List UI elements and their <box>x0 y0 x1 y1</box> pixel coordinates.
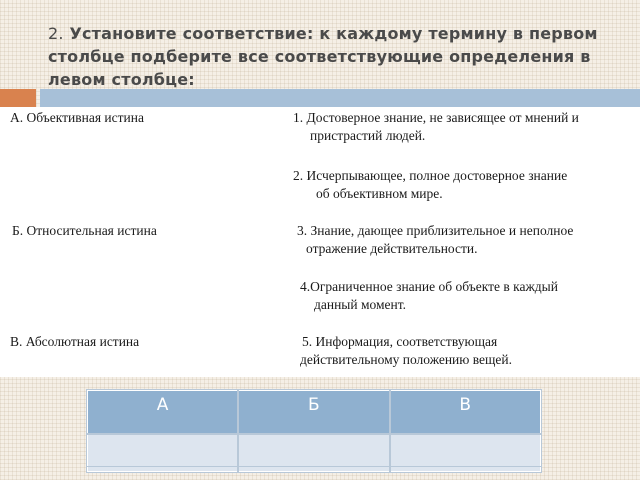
definition-2-line1: 2. Исчерпывающее, полное достоверное знание <box>293 168 568 183</box>
definition-1-line1: 1. Достоверное знание, не зависящее от мнений и <box>293 110 579 125</box>
answer-cell-a[interactable] <box>87 434 238 472</box>
definition-3-line1: 3. Знание, дающее приблизительное и неполное <box>297 223 574 238</box>
answer-header-c: В <box>390 390 541 434</box>
matching-content <box>0 107 640 377</box>
definition-5-line1: 5. Информация, соответствующая <box>302 334 498 349</box>
definition-2-line2: об объективном мире. <box>316 186 443 201</box>
answer-cell-b[interactable] <box>238 434 389 472</box>
answer-header-b: Б <box>238 390 389 434</box>
accent-bar-orange <box>0 89 36 107</box>
answer-table-header-row <box>87 390 541 434</box>
definition-3-line2: отражение действительности. <box>306 241 478 256</box>
answer-table-input-row <box>87 434 541 472</box>
answer-cell-c[interactable] <box>390 434 541 472</box>
definition-5-line2: действительному положению вещей. <box>300 352 513 367</box>
term-c: В. Абсолютная истина <box>10 334 140 349</box>
task-number: 2. <box>48 24 64 43</box>
definition-1-line2: пристрастий людей. <box>310 128 426 143</box>
accent-bar-blue <box>40 89 640 107</box>
answer-header-a: А <box>87 390 238 434</box>
task-text: Установите соответствие: к каждому термину в первом столбце подберите все соответствующие определения в левом столбце: <box>48 24 598 89</box>
term-b: Б. Относительная истина <box>12 223 157 238</box>
answer-table <box>86 389 542 473</box>
term-a: А. Объективная истина <box>10 110 144 125</box>
definition-4-line2: данный момент. <box>314 297 407 312</box>
page-title <box>48 22 628 91</box>
definition-4-line1: 4.Ограниченное знание об объекте в каждый <box>300 279 558 294</box>
